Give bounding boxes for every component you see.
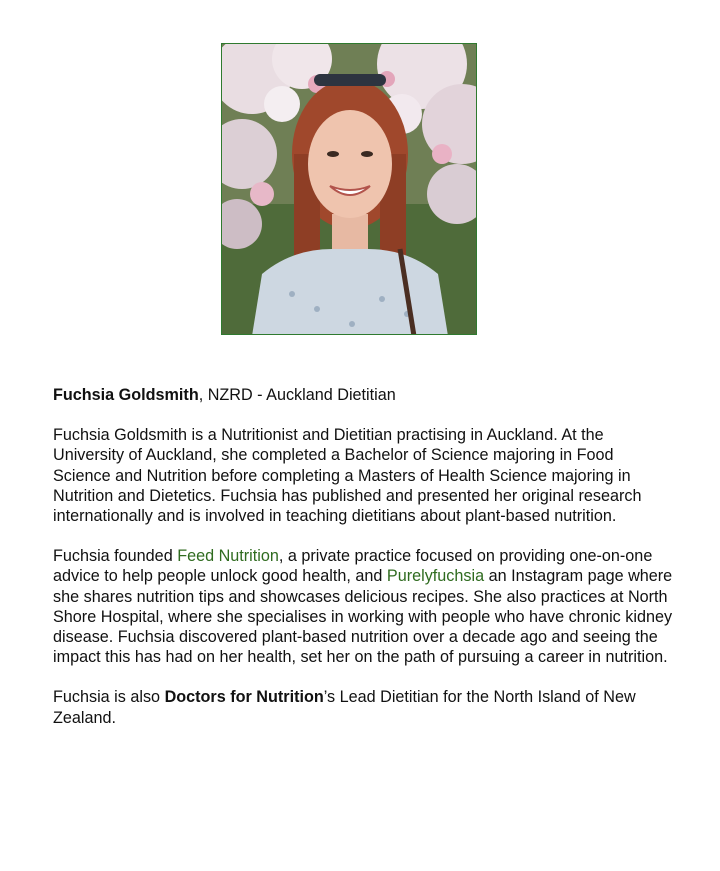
feed-nutrition-link[interactable]: Feed Nutrition xyxy=(177,547,279,566)
profile-name: Fuchsia Goldsmith xyxy=(53,386,199,404)
bio-paragraph-1: Fuchsia Goldsmith is a Nutritionist and Dietitian practising in Auckland. At the University of Auckland, she completed a Bachelor of Science majoring in Food Science and Nutrition before completing a Masters of Health Science majoring in Nutrition and Dietetics. Fuchsia has published and presented her original research internationally and is involved in teaching dietitians about plant-based nutrition. xyxy=(53,426,642,526)
bio-paragraph-3 xyxy=(53,687,673,727)
paragraph-2-text-a: Fuchsia founded xyxy=(53,547,178,566)
profile-photo xyxy=(221,43,477,335)
paragraph-2-text-b: , a private practice focused on providing one-on-one advice to help people unlock good health, and xyxy=(53,547,653,586)
doctors-for-nutrition-text: Doctors for Nutrition xyxy=(164,688,324,707)
paragraph-3-text-a: Fuchsia is also xyxy=(53,688,165,707)
bio-paragraph-2 xyxy=(53,546,673,667)
paragraph-2-text-c: an Instagram page where she shares nutrition tips and showcases delicious recipes. She also practices at North Shore Hospital, where she specialises in working with people who have chronic kidney disease. Fuchsia discovered plant-based nutrition over a decade ago and seeing the impact this has had on her health, set her on the path of pursuing a career in nutrition. xyxy=(53,567,673,667)
bio-content xyxy=(53,385,673,748)
profile-credentials: , NZRD - Auckland Dietitian xyxy=(198,386,396,404)
paragraph-3-text-b: ’s Lead Dietitian for the North Island of New Zealand. xyxy=(53,688,636,727)
bio-title xyxy=(53,385,673,405)
purelyfuchsia-link[interactable]: Purelyfuchsia xyxy=(386,567,485,586)
